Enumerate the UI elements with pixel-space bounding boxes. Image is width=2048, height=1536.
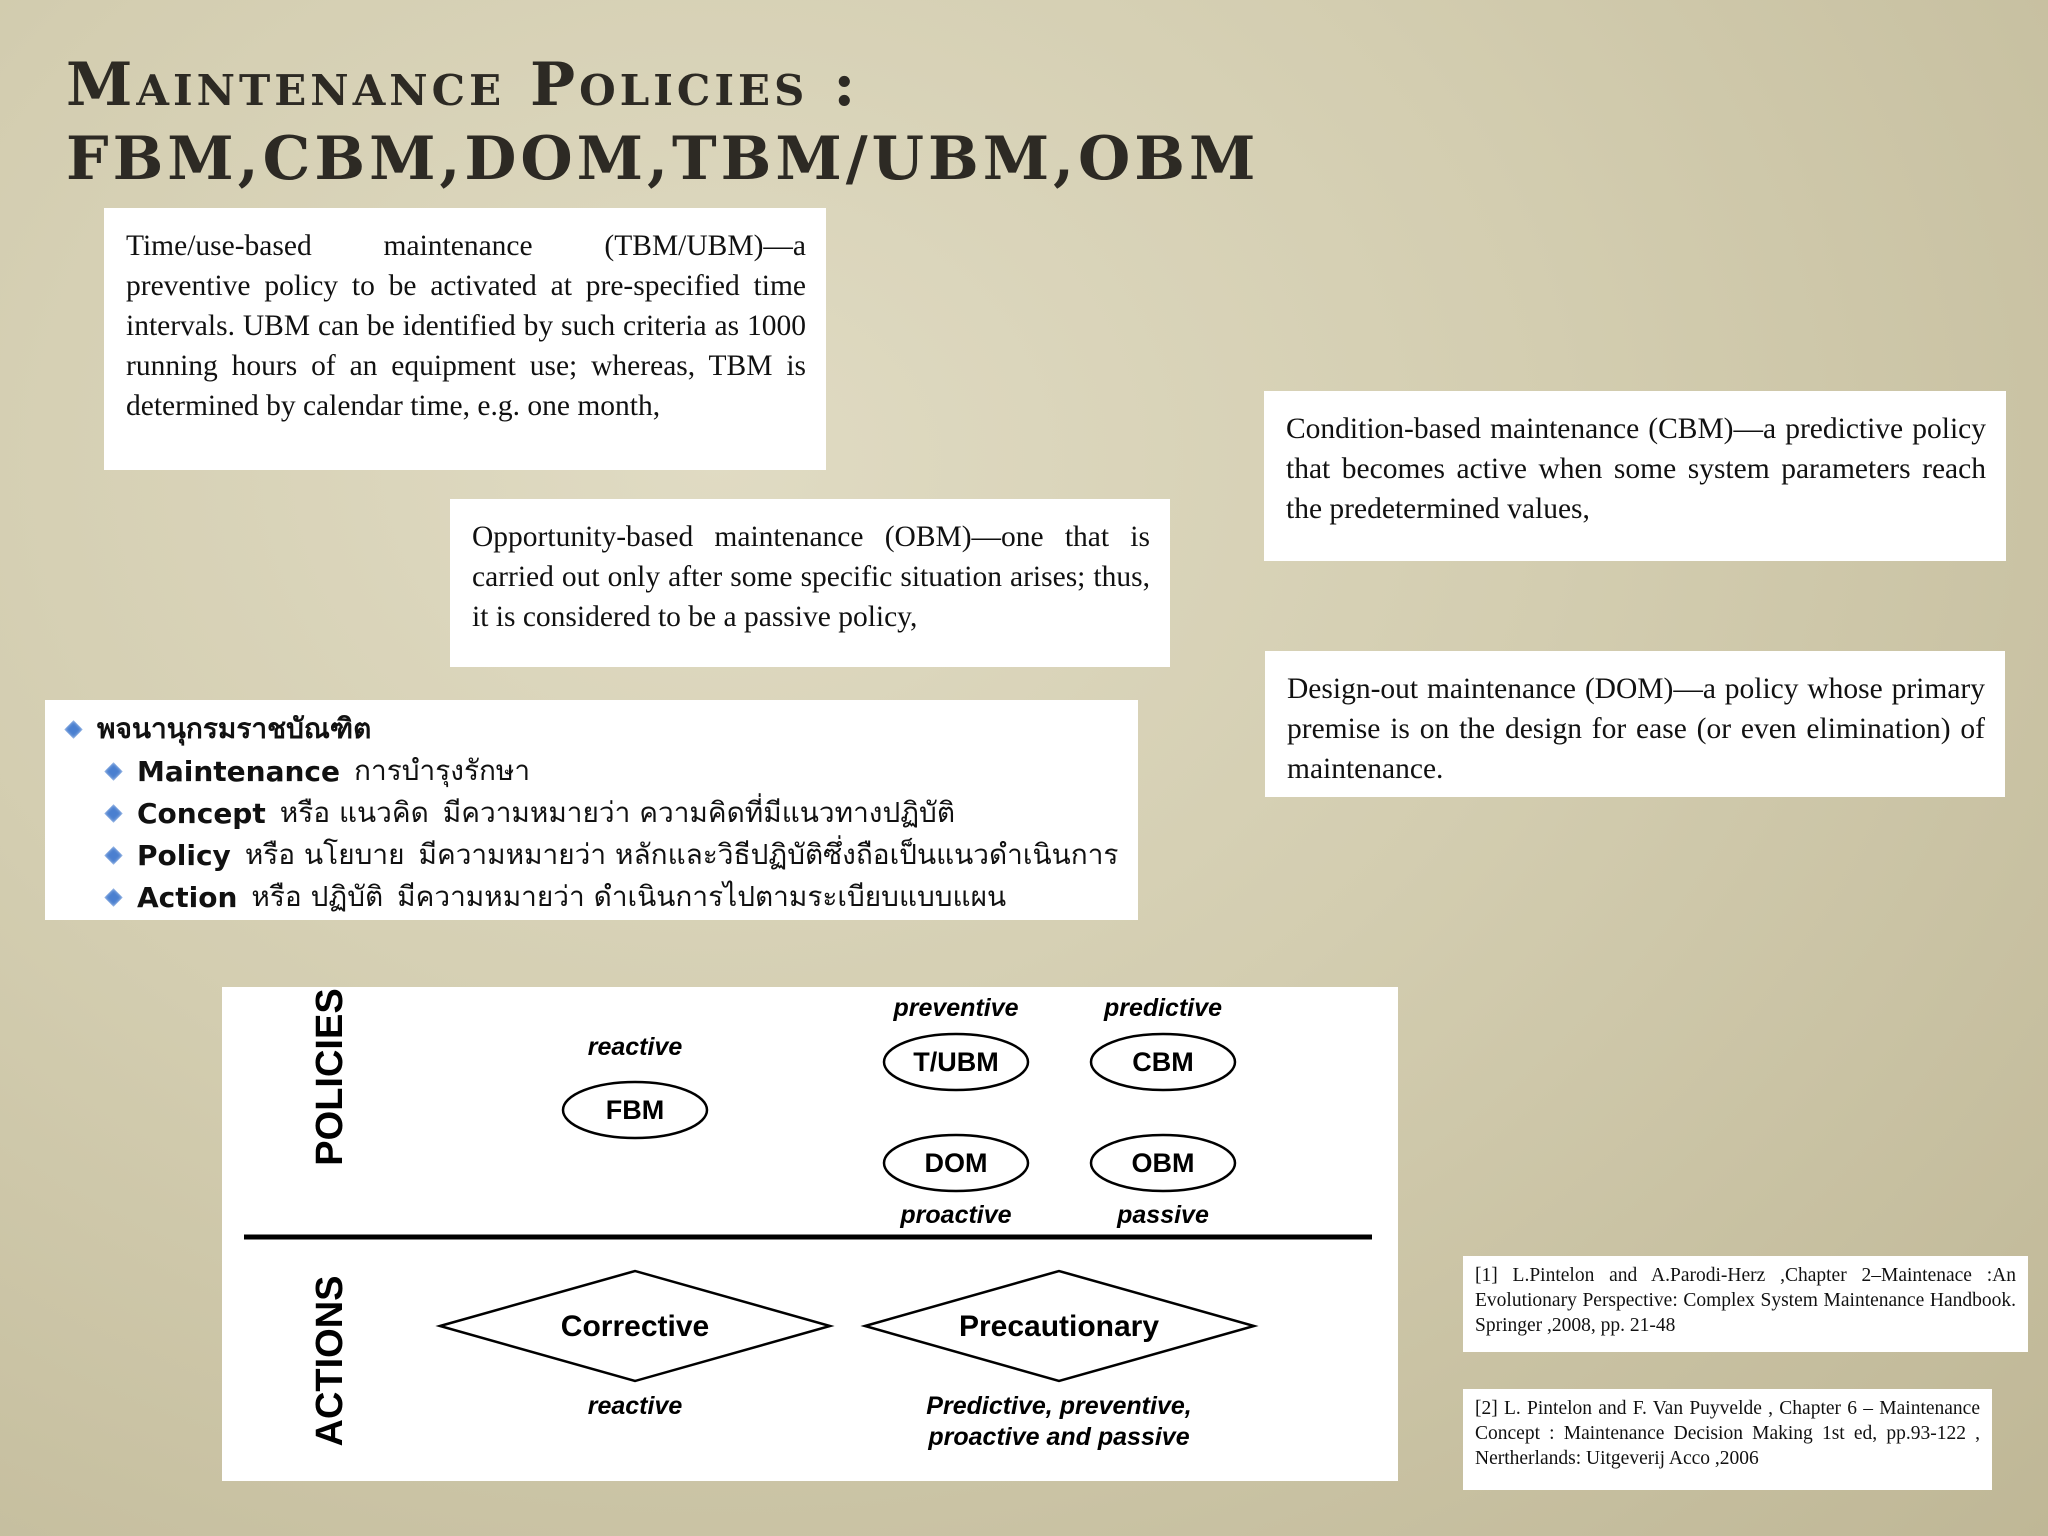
dictionary-term: Concept: [137, 796, 266, 830]
dictionary-alt: หรือ ปฏิบัติ: [251, 880, 384, 913]
slide-title: [66, 48, 1259, 196]
dictionary-alt: หรือ แนวคิด: [279, 796, 429, 829]
diamond-bullet-icon: [104, 846, 122, 864]
reference-2: [1463, 1389, 1992, 1490]
dictionary-term: Policy: [137, 838, 231, 872]
diagram-svg: [222, 987, 1398, 1481]
dictionary-item: [45, 750, 1138, 792]
action-precautionary: Precautionary: [958, 1310, 1160, 1343]
policy-tubm: T/UBM: [913, 1047, 999, 1077]
reference-1: [1463, 1256, 2028, 1352]
policy-tag-predictive: predictive: [1103, 994, 1223, 1022]
dictionary-item: [45, 876, 1138, 918]
actions-label: ACTIONS: [309, 1275, 352, 1447]
diamond-bullet-icon: [64, 720, 82, 738]
policy-tag-passive: passive: [1117, 1201, 1209, 1229]
dictionary-item: [45, 792, 1138, 834]
tbm-definition-text: Time/use-based maintenance (TBM/UBM)—a preventive policy to be activated at pre-specified time intervals. UBM can be identified by such criteria as 1000 running hours of an equipment use; whereas, TBM is determined by calendar time, e.g. one month,: [126, 230, 806, 422]
cbm-definition-text: Condition-based maintenance (CBM)—a predictive policy that becomes active when some system parameters reach the predetermined values,: [1286, 413, 1986, 525]
dictionary-heading: พจนานุกรมราชบัณฑิต: [97, 712, 372, 745]
policy-fbm: FBM: [605, 1095, 665, 1125]
diamond-bullet-icon: [104, 804, 122, 822]
diamond-bullet-icon: [104, 762, 122, 780]
cbm-definition-card: [1264, 391, 2006, 561]
policy-tag-preventive: preventive: [893, 994, 1019, 1022]
tbm-definition-card: [104, 208, 826, 470]
action-tag-precautionary-line1: Predictive, preventive,: [926, 1392, 1192, 1420]
dictionary-meaning: มีความหมายว่า หลักและวิธีปฏิบัติซึ่งถือเป็นแนวดำเนินการ: [418, 838, 1119, 871]
dictionary-meaning: การบำรุงรักษา: [354, 754, 531, 787]
policy-action-diagram: [222, 987, 1398, 1481]
diamond-bullet-icon: [104, 888, 122, 906]
policy-cbm: CBM: [1132, 1047, 1194, 1077]
action-corrective: Corrective: [560, 1310, 710, 1343]
dictionary-heading-row: [45, 708, 1138, 750]
action-tag-precautionary-line2: proactive and passive: [928, 1423, 1190, 1451]
obm-definition-text: Opportunity-based maintenance (OBM)—one that is carried out only after some specific situation arises; thus, it is considered to be a passive policy,: [472, 521, 1150, 633]
slide-title-line1: Maintenance Policies :: [66, 50, 860, 120]
slide-title-line2: FBM,CBM,DOM,TBM/UBM,OBM: [66, 124, 1260, 194]
dictionary-alt: หรือ นโยบาย: [244, 838, 405, 871]
dictionary-meaning: มีความหมายว่า ความคิดที่มีแนวทางปฏิบัติ: [442, 796, 956, 829]
dom-definition-card: [1265, 651, 2005, 797]
dictionary-meaning: มีความหมายว่า ดำเนินการไปตามระเบียบแบบแผน: [397, 880, 1007, 913]
dictionary-term: Maintenance: [137, 754, 341, 788]
dictionary-term: Action: [137, 880, 238, 914]
policy-obm: OBM: [1131, 1148, 1195, 1178]
policy-dom: DOM: [924, 1148, 988, 1178]
reference-2-text: [2] L. Pintelon and F. Van Puyvelde , Chapter 6 – Maintenance Concept : Maintenance Decision Making 1st ed, pp.93-122 , Nertherlands: Uitgeverij Acco ,2006: [1475, 1398, 1980, 1469]
policy-tag-proactive: proactive: [900, 1201, 1012, 1229]
dictionary-card: [45, 700, 1138, 920]
obm-definition-card: [450, 499, 1170, 667]
reference-1-text: [1] L.Pintelon and A.Parodi-Herz ,Chapter 2–Maintenace :An Evolutionary Perspective: Complex System Maintenance Handbook. Springer ,2008, pp. 21-48: [1475, 1265, 2016, 1336]
policies-label: POLICIES: [309, 988, 352, 1166]
dictionary-item: [45, 834, 1138, 876]
action-tag-reactive: reactive: [587, 1392, 683, 1420]
policy-tag-reactive: reactive: [587, 1033, 683, 1061]
dom-definition-text: Design-out maintenance (DOM)—a policy whose primary premise is on the design for ease (or even elimination) of maintenance.: [1287, 673, 1985, 785]
